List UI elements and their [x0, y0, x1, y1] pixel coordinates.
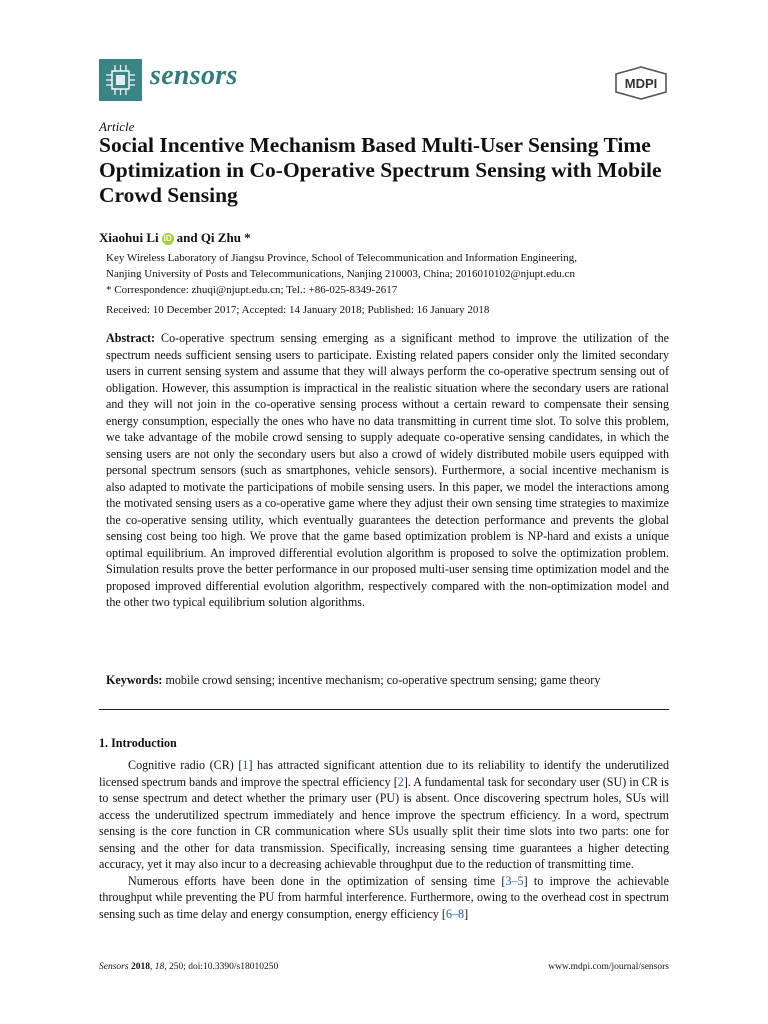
author-name: Xiaohui Li [99, 230, 159, 245]
abstract-label: Abstract: [106, 331, 156, 345]
keywords [106, 673, 669, 688]
citation-link[interactable]: 2 [397, 774, 404, 789]
authors [99, 230, 251, 246]
affiliation-line: Key Wireless Laboratory of Jiangsu Province, School of Telecommunication and Information Engineering, [106, 252, 577, 264]
article-type: Article [99, 119, 135, 134]
mdpi-logo-text: MDPI [624, 76, 658, 91]
footer-year: 2018 [130, 962, 150, 972]
text-run: Numerous efforts have been done in the optimization of sensing time [ [128, 873, 506, 888]
paragraph [99, 873, 669, 923]
abstract [106, 330, 669, 611]
text-run: ]. A fundamental task for secondary user (SU) in CR is to sense spectrum and detect whether the primary user (PU) is absent. Once discovering spectrum holes, SUs will access the underutilized spectrum immediately and hence improve the spectrum efficiency. In a word, spectrum sensing is the core function in CR communication where SUs usually split their time slots into two parts: one for sensing and the other for data transmission. Specifically, increasing sensing time guarantees a higher detecting accuracy, yet it may also incur to a decreasing achievable throughput due to the reduction of transmitting time. [99, 774, 669, 871]
mdpi-logo [613, 66, 669, 100]
keywords-text: mobile crowd sensing; incentive mechanism; co-operative spectrum sensing; game theory [165, 673, 601, 687]
affiliation-line: Nanjing University of Posts and Telecommunications, Nanjing 210003, China; 2016010102@njupt.edu.cn [106, 268, 575, 280]
citation-link[interactable]: 6–8 [445, 906, 465, 921]
keywords-label: Keywords: [106, 673, 163, 687]
text-run: ] [464, 906, 469, 921]
correspondence-line: * Correspondence: zhuqi@njupt.edu.cn; Tel.: +86-025-8349-2617 [106, 284, 398, 296]
journal-name: sensors [150, 60, 238, 91]
introduction-body [99, 757, 669, 922]
author-name-2: and Qi Zhu * [176, 230, 251, 245]
orcid-icon[interactable]: iD [163, 234, 172, 243]
citation-link[interactable]: 1 [242, 758, 249, 772]
chip-icon [99, 59, 142, 101]
text-run: ] has attracted significant attention due to its reliability to identify the underutilized licensed spectrum bands and improve the spectral efficiency [ [99, 758, 669, 789]
footer-url[interactable]: www.mdpi.com/journal/sensors [548, 962, 669, 972]
paragraph [99, 757, 669, 873]
affiliation [106, 250, 686, 298]
citation-link[interactable]: 3–5 [505, 873, 524, 888]
footer-citation: Sensors 2018, 18, 250; doi:10.3390/s18010250 [99, 962, 279, 972]
journal-logo [99, 59, 142, 101]
footer-doi: , 250; doi:10.3390/s18010250 [164, 962, 279, 972]
section-heading: 1. Introduction [99, 736, 177, 750]
publication-dates: Received: 10 December 2017; Accepted: 14 January 2018; Published: 16 January 2018 [106, 304, 490, 316]
footer-volume: 18 [154, 962, 165, 972]
paper-title: Social Incentive Mechanism Based Multi-User Sensing Time Optimization in Co-Operative Spectrum Sensing with Mobile Crowd Sensing [99, 133, 662, 207]
text-run: Cognitive radio (CR) [ [128, 758, 243, 772]
text-run: ] to improve the achievable throughput while preventing the PU from harmful interference. Furthermore, owing to the overhead cost in spectrum sensing such as time delay and energy consumption, energy efficiency [ [99, 873, 670, 921]
footer-journal: Sensors [99, 962, 129, 972]
section-divider [99, 709, 669, 710]
abstract-text: Co-operative spectrum sensing emerging as a significant method to improve the utilization of the spectrum needs sufficient sensing users to participate. Existing related papers consider only the limited secondary users in current sensing system and assume that they will always perform the co-operative spectrum sensing out of obligation. However, this assumption is impractical in the realistic situation where the secondary users are rational and they will not join in the co-operative sensing process without a certain reward to compensate their sensing energy consumption, especially the ones who have no data transmitting in current time slot. To solve this problem, we take advantage of the mobile crowd sensing to supply adequate co-operative sensing candidates, in which the sensing users are not only the secondary users but also a crowd of widely distributed mobile users equipped with personal spectrum sensors (such as smartphones, vehicle sensors). Furthermore, a social incentive mechanism is also adapted to motivate the participations of mobile sensing users. In this paper, we model the interactions among the motivated sensing users as a co-operative game where they adjust their own sensing time strategies to maximize the co-operative sensing utility, which eventually guarantees the detection performance and prevents the global sensing cost being too high. We prove that the game based optimization problem is NP-hard and exists a unique optimal equilibrium. An improved differential evolution algorithm is proposed to solve the optimization problem. Simulation results prove the better performance in our proposed multi-user sensing time optimization model and the proposed improved differential evolution algorithm, respectively compared with the non-optimization model and the other two typical equilibrium solution algorithms. [106, 331, 669, 609]
